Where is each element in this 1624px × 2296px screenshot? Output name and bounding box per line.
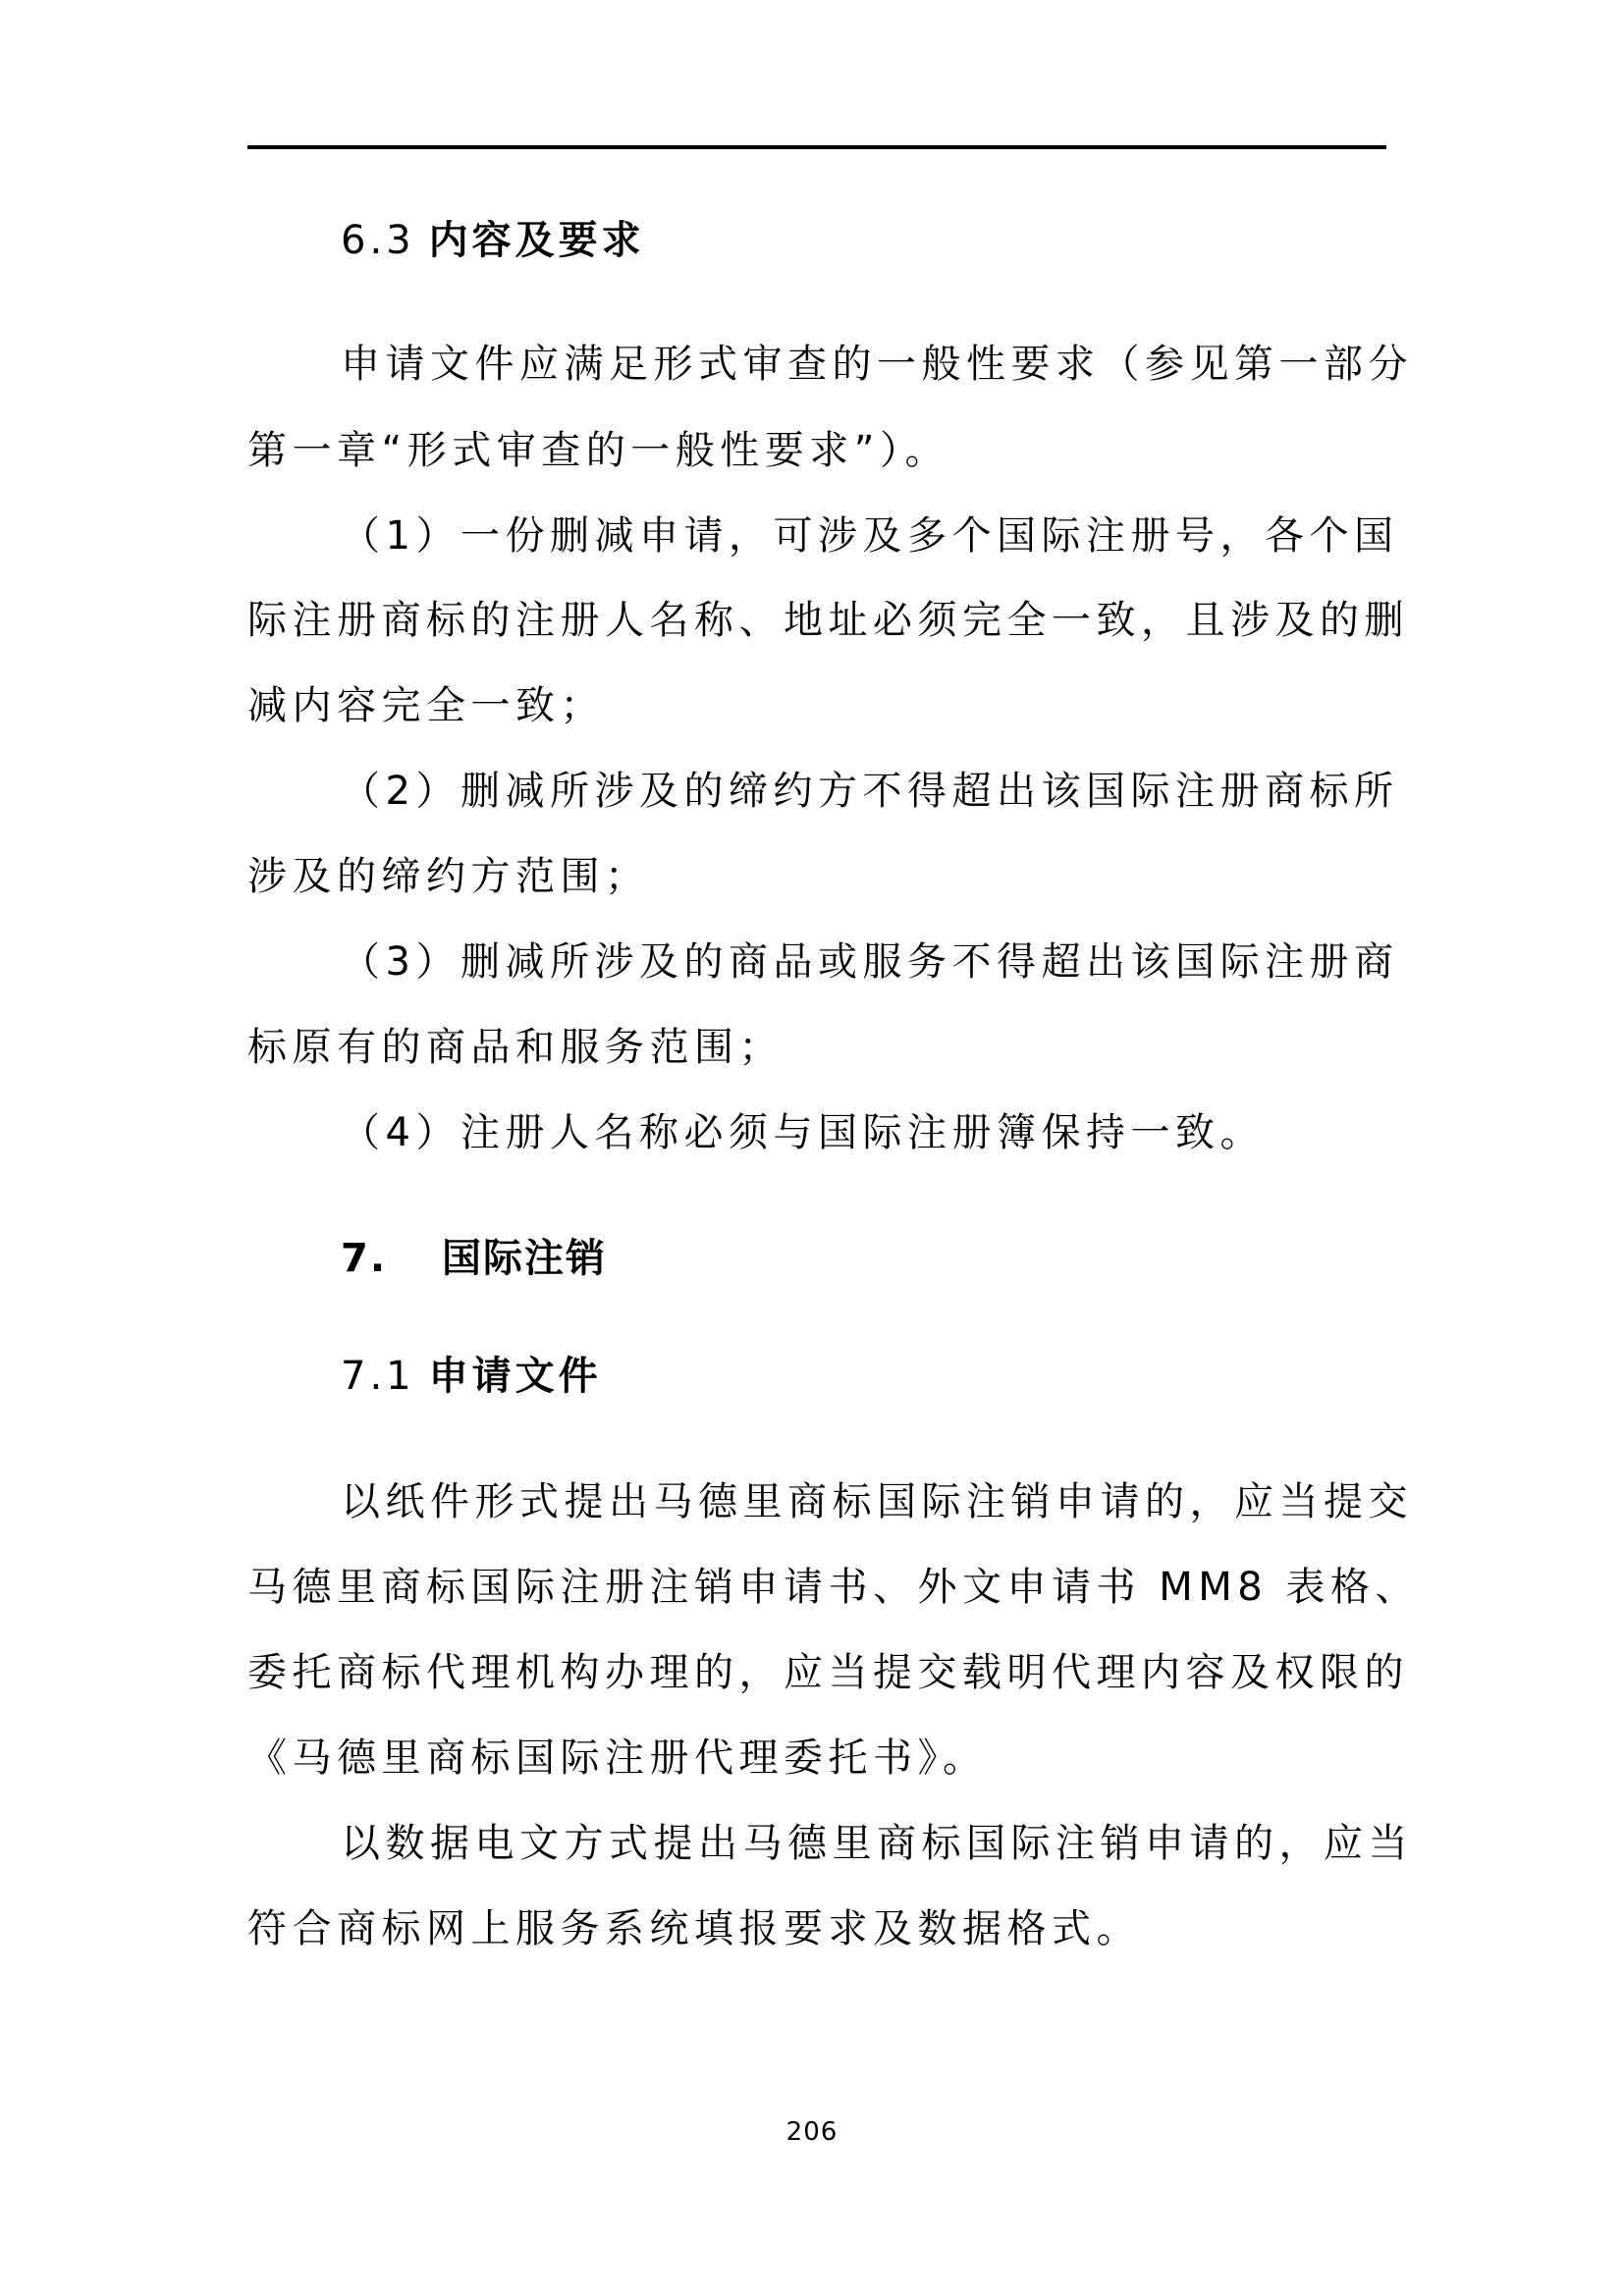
paragraph-line: 马德里商标国际注册注销申请书、外文申请书 MM8 表格、 <box>247 1565 1420 1610</box>
list-item-line: 际注册商标的注册人名称、地址必须完全一致，且涉及的删 <box>247 598 1409 643</box>
paragraph-line: 《马德里商标国际注册代理委托书》。 <box>247 1735 988 1781</box>
list-item-line: 减内容完全一致； <box>247 683 605 728</box>
section-number: 7.1 <box>341 1354 415 1399</box>
page-number: 206 <box>785 2117 839 2147</box>
list-item-line: 标原有的商品和服务范围； <box>247 1025 784 1070</box>
section-title: 申请文件 <box>428 1354 602 1399</box>
section-title: 内容及要求 <box>428 218 645 263</box>
paragraph-line: 以数据电文方式提出马德里商标国际注销申请的，应当 <box>341 1821 1413 1866</box>
list-item-line: （2）删减所涉及的缔约方不得超出该国际注册商标所 <box>341 769 1399 814</box>
section-heading-7-1 <box>341 1347 602 1406</box>
section-heading-7 <box>341 1229 607 1288</box>
paragraph-line: 第一章“形式审查的一般性要求”）。 <box>247 428 949 473</box>
list-item-line: （3）删减所涉及的商品或服务不得超出该国际注册商 <box>341 939 1399 985</box>
paragraph-line: 以纸件形式提出马德里商标国际注销申请的，应当提交 <box>341 1479 1413 1524</box>
paragraph-line: 委托商标代理机构办理的，应当提交载明代理内容及权限的 <box>247 1650 1409 1695</box>
paragraph-line: 申请文件应满足形式审查的一般性要求（参见第一部分 <box>341 342 1413 387</box>
section-heading-6-3 <box>341 211 645 270</box>
section-number: 7. <box>341 1236 388 1281</box>
section-title: 国际注销 <box>442 1236 608 1281</box>
paragraph-line: 符合商标网上服务系统填报要求及数据格式。 <box>247 1906 1141 1951</box>
section-number: 6.3 <box>341 218 415 263</box>
list-item-line: （4）注册人名称必须与国际注册簿保持一致。 <box>341 1110 1265 1155</box>
list-item-line: （1）一份删减申请，可涉及多个国际注册号，各个国 <box>341 513 1399 559</box>
list-item-line: 涉及的缔约方范围； <box>247 854 650 899</box>
header-rule <box>247 145 1386 149</box>
